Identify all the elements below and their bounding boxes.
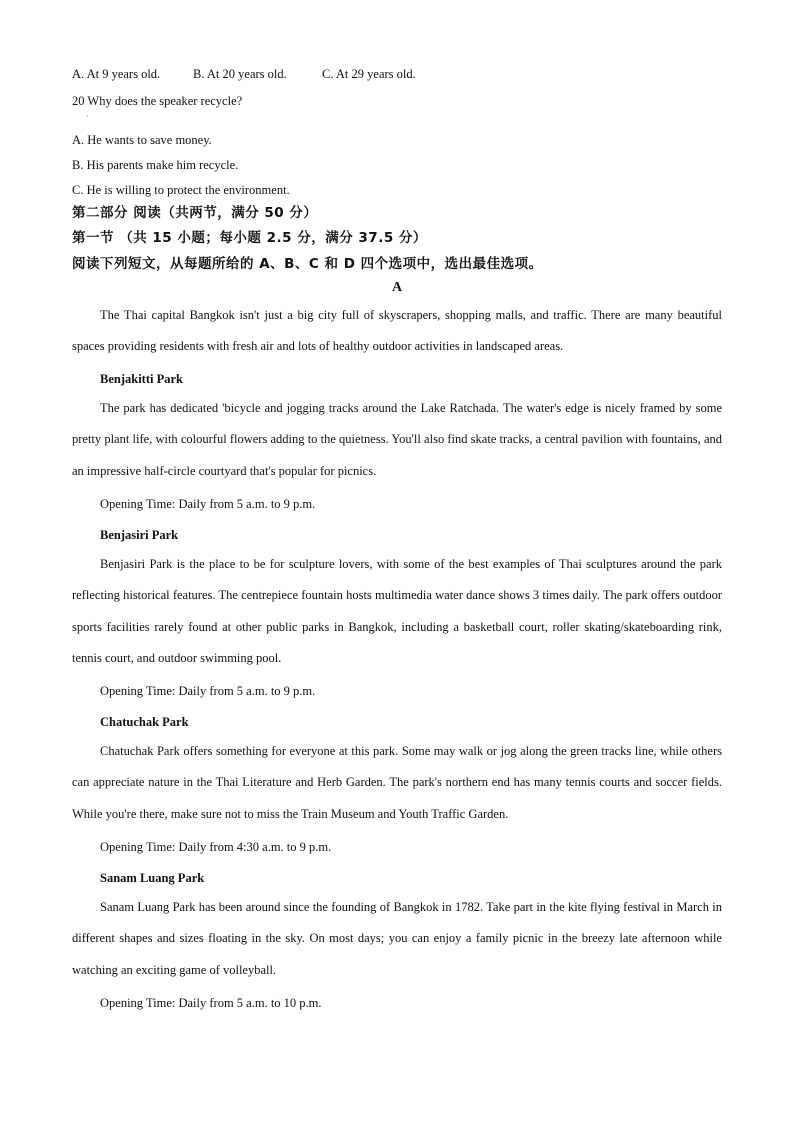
q19-option-a: A. At 9 years old. <box>72 67 161 81</box>
park-text-sanam-luang: Sanam Luang Park has been around since the founding of Bangkok in 1782. Take part in the kite flying festival in March in different shapes and sizes floating in the sky. On most days; you can enjoy a family picnic in the breezy late afternoon while watching an exciting game of volleyball. <box>72 900 722 977</box>
q19-option-b: B. At 20 years old. <box>193 67 287 81</box>
passage-label: A <box>391 280 403 295</box>
park-hours-sanam-luang: Opening Time: Daily from 5 a.m. to 10 p.m. <box>100 996 322 1010</box>
q20-option-a: A. He wants to save money. <box>72 133 212 147</box>
park-name-benjakitti: Benjakitti Park <box>100 372 183 386</box>
q19-option-c: C. At 29 years old. <box>322 67 416 81</box>
park-text-benjakitti: The park has dedicated 'bicycle and jogging tracks around the Lake Ratchada. The water's edge is nicely framed by some pretty plant life, with colourful flowers adding to the quietness. You'll also find skate tracks, a central pavilion with fountains, and an impressive half-circle courtyard that's popular for picnics. <box>72 401 722 478</box>
park-hours-benjakitti: Opening Time: Daily from 5 a.m. to 9 p.m. <box>100 497 316 511</box>
park-text-chatuchak: Chatuchak Park offers something for everyone at this park. Some may walk or jog along the green tracks line, while others can appreciate nature in the Thai Literature and Herb Garden. The park's northern end has many tennis courts and soccer fields. While you're there, make sure not to miss the Train Museum and Youth Traffic Garden. <box>72 744 722 821</box>
park-text-benjasiri: Benjasiri Park is the place to be for sculpture lovers, with some of the best examples of Thai sculptures around the park reflecting historical features. The centrepiece fountain hosts multimedia water dance shows 3 times daily. The park offers outdoor sports facilities rarely found at other public parks in Bangkok, including a basketball court, roller skating/skateboarding rink, tennis court, and outdoor swimming pool. <box>72 557 722 665</box>
park-hours-benjasiri: Opening Time: Daily from 5 a.m. to 9 p.m. <box>100 684 316 698</box>
section-part-heading: 第二部分 阅读（共两节，满分 50 分） <box>72 205 318 221</box>
q20-stem: 20 Why does the speaker recycle? <box>72 94 243 108</box>
section-instruction: 阅读下列短文，从每题所给的 A、B、C 和 D 四个选项中，选出最佳选项。 <box>72 256 543 272</box>
stray-dot: · <box>86 112 89 121</box>
park-name-chatuchak: Chatuchak Park <box>100 715 189 729</box>
section-sub-heading: 第一节 （共 15 小题；每小题 2.5 分，满分 37.5 分） <box>72 230 427 246</box>
passage-intro: The Thai capital Bangkok isn't just a big city full of skyscrapers, shopping malls, and traffic. There are many beautiful spaces providing residents with fresh air and lots of healthy outdoor activities in landscaped areas. <box>72 308 722 354</box>
q19-options <box>72 66 416 82</box>
park-hours-chatuchak: Opening Time: Daily from 4:30 a.m. to 9 p.m. <box>100 840 332 854</box>
q20-option-c: C. He is willing to protect the environment. <box>72 183 290 197</box>
q20-option-b: B. His parents make him recycle. <box>72 158 239 172</box>
park-name-sanam-luang: Sanam Luang Park <box>100 871 205 885</box>
park-name-benjasiri: Benjasiri Park <box>100 528 179 542</box>
